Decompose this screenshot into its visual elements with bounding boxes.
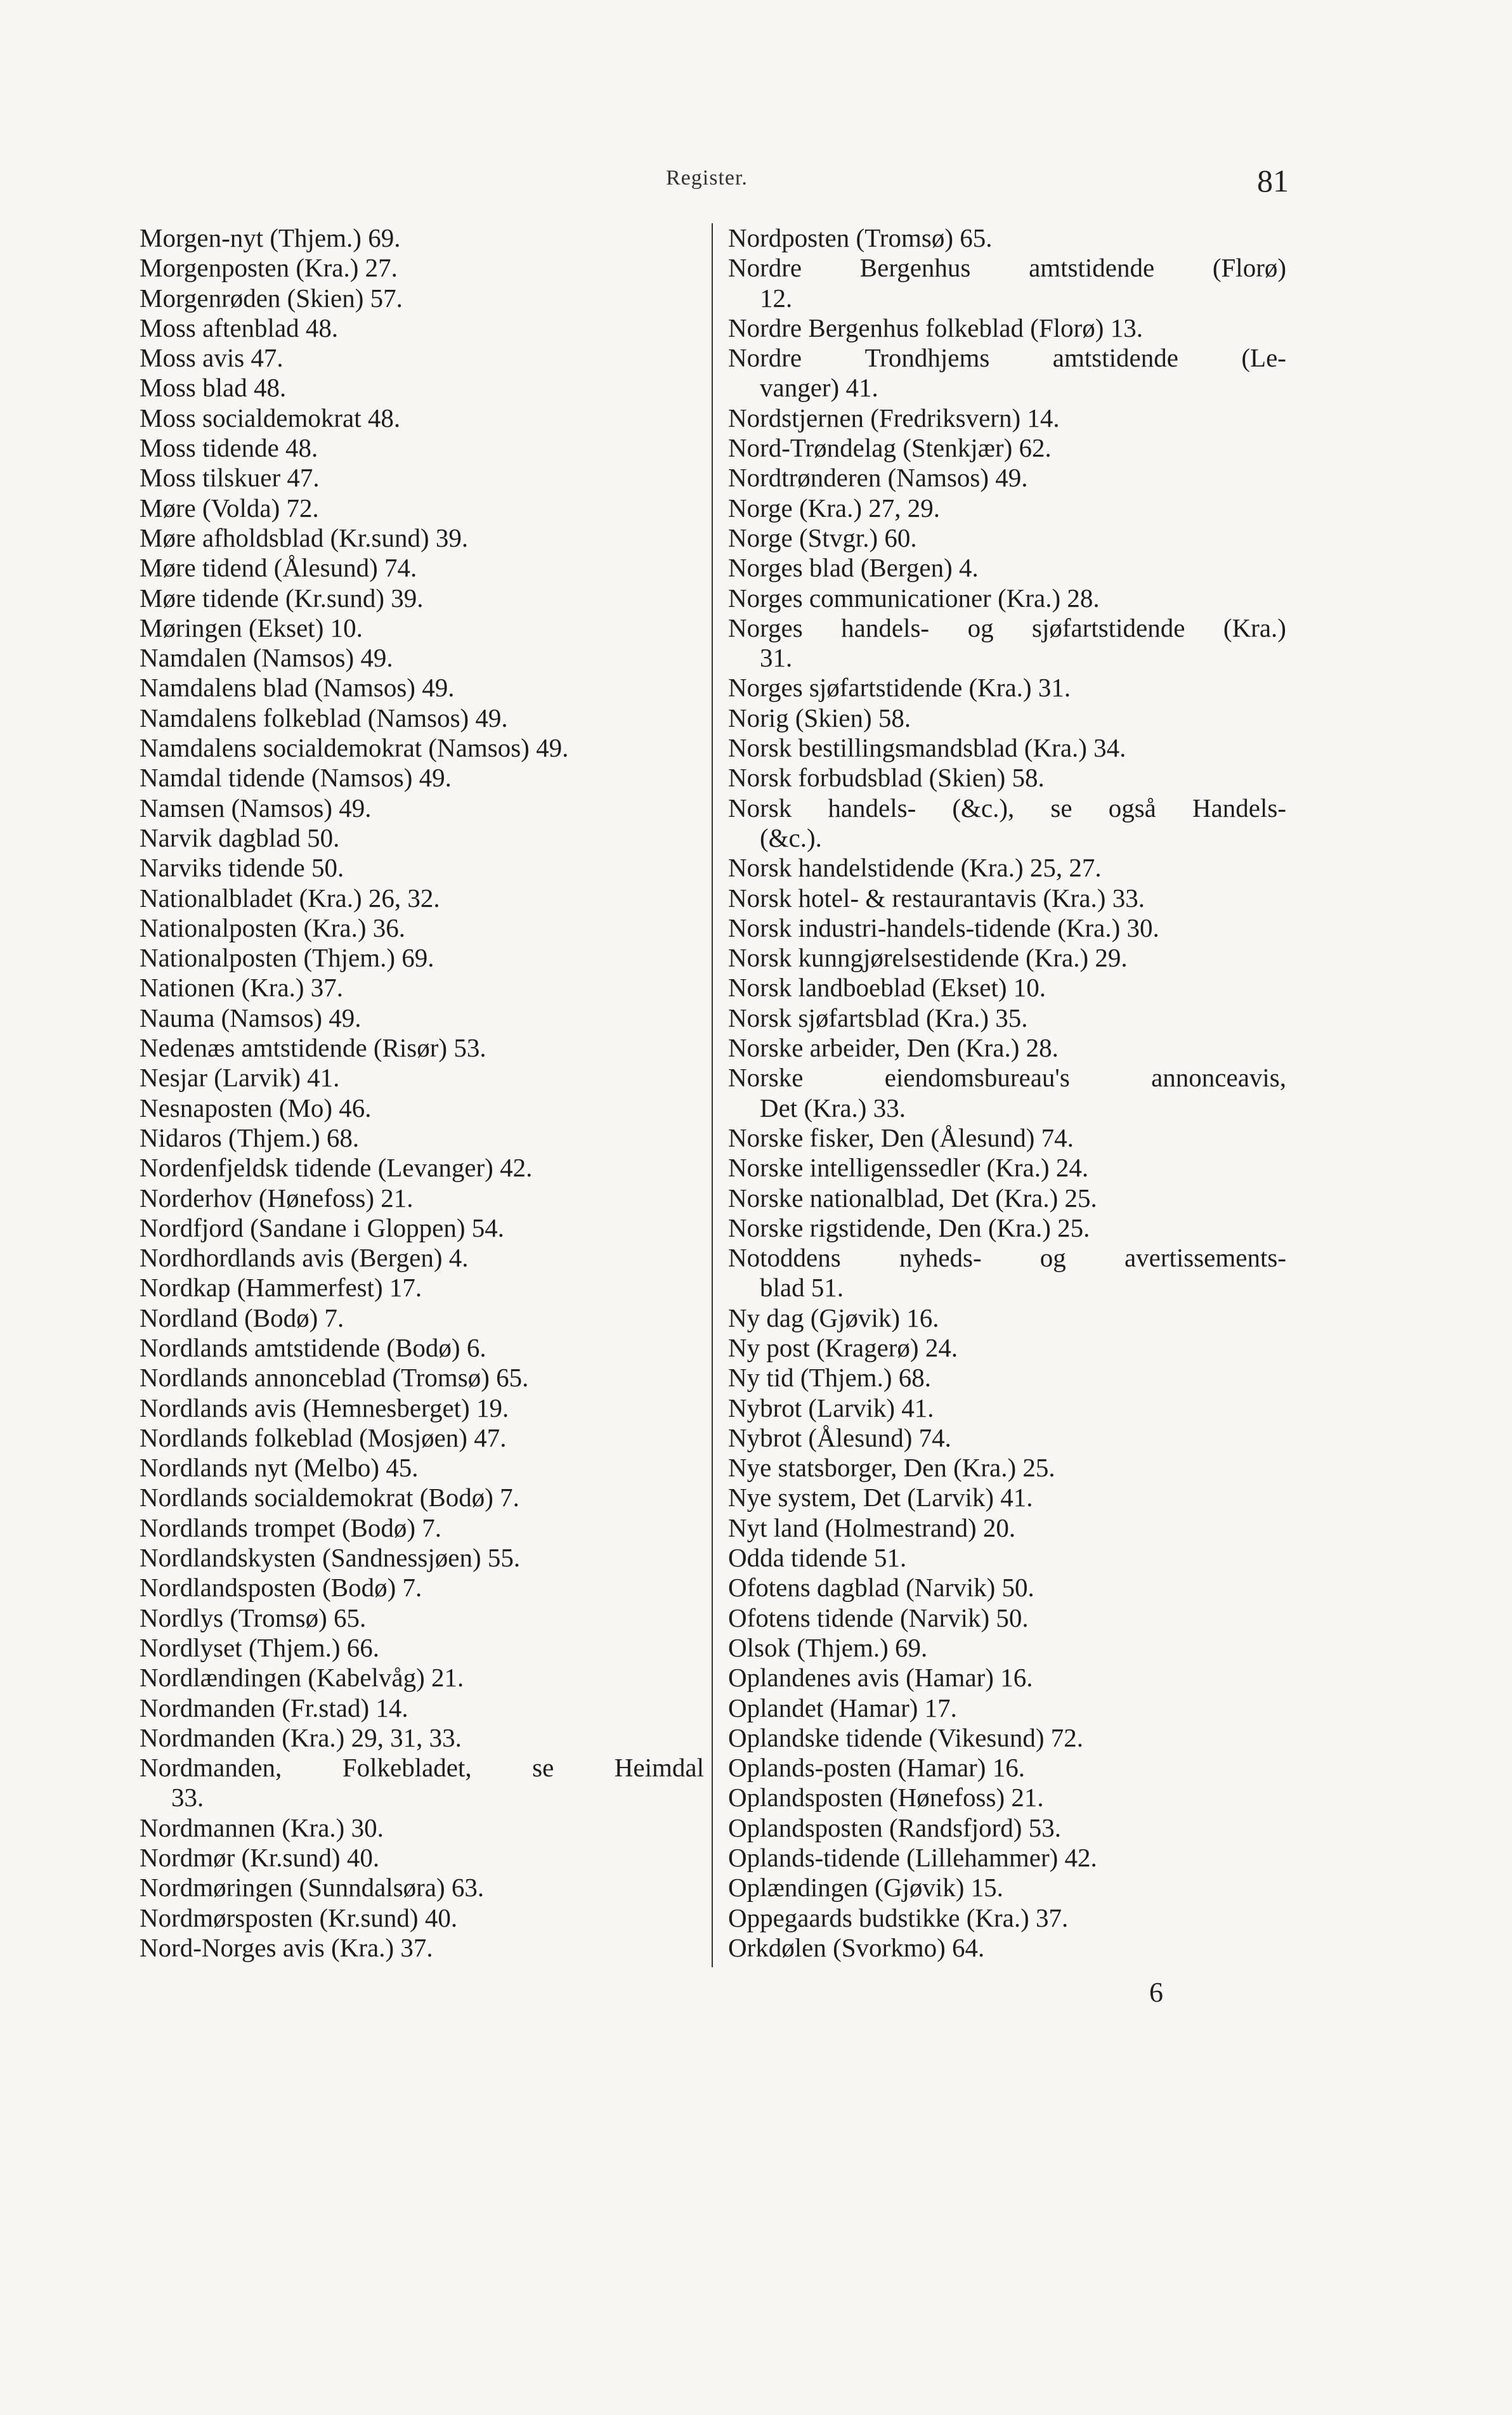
- index-entry: Norsk bestillingsmandsblad (Kra.) 34.: [728, 733, 1126, 763]
- index-entry: Notoddens nyheds- og avertissements-: [728, 1243, 1286, 1273]
- index-entry: Møre afholdsblad (Kr.sund) 39.: [140, 523, 469, 552]
- entry-continuation: (&c.).: [760, 823, 822, 852]
- index-entry: Moss tilskuer 47.: [140, 463, 320, 493]
- index-entry: Oplandske tidende (Vikesund) 72.: [728, 1722, 1084, 1752]
- index-entry: Moss avis 47.: [140, 343, 284, 373]
- index-entry: Nordmør (Kr.sund) 40.: [140, 1843, 380, 1873]
- index-entry: Narvik dagblad 50.: [140, 823, 340, 852]
- index-entry: Norsk hotel- & restaurantavis (Kra.) 33.: [728, 883, 1145, 913]
- index-entry: Oplandsposten (Randsfjord) 53.: [728, 1813, 1061, 1842]
- index-entry: Norges sjøfartstidende (Kra.) 31.: [728, 673, 1071, 703]
- index-entry: Morgenposten (Kra.) 27.: [140, 253, 398, 283]
- index-entry: Morgen-nyt (Thjem.) 69.: [140, 223, 401, 252]
- index-entry: Norges handels- og sjøfartstidende (Kra.): [728, 613, 1286, 642]
- index-entry: Norske fisker, Den (Ålesund) 74.: [728, 1123, 1074, 1152]
- index-entry: Norsk sjøfartsblad (Kra.) 35.: [728, 1003, 1028, 1032]
- index-entry: Nordkap (Hammerfest) 17.: [140, 1273, 422, 1303]
- index-entry: Nye system, Det (Larvik) 41.: [728, 1483, 1033, 1513]
- page-number: 81: [1257, 163, 1289, 199]
- index-entry: Norges blad (Bergen) 4.: [728, 553, 979, 583]
- index-entry: Nordhordlands avis (Bergen) 4.: [140, 1243, 469, 1273]
- index-entry: Nordenfjeldsk tidende (Levanger) 42.: [140, 1153, 533, 1183]
- index-entry: Oplandet (Hamar) 17.: [728, 1693, 957, 1722]
- index-entry: Norsk forbudsblad (Skien) 58.: [728, 763, 1045, 793]
- index-entry: Moss socialdemokrat 48.: [140, 403, 401, 433]
- index-entry: Nordmanden (Fr.stad) 14.: [140, 1693, 408, 1722]
- index-entry: Moss blad 48.: [140, 373, 287, 403]
- index-entry: Norsk industri-handels-tidende (Kra.) 30.: [728, 913, 1159, 942]
- index-entry: Nordtrønderen (Namsos) 49.: [728, 463, 1028, 493]
- index-entry: Nordmøringen (Sunndalsøra) 63.: [140, 1873, 485, 1903]
- index-entry: Nordlands annonceblad (Tromsø) 65.: [140, 1363, 529, 1393]
- index-entry: Nordlands amtstidende (Bodø) 6.: [140, 1332, 486, 1362]
- index-entry: Nidaros (Thjem.) 68.: [140, 1123, 360, 1152]
- index-entry: Olsok (Thjem.) 69.: [728, 1632, 928, 1662]
- index-entry: Norge (Kra.) 27, 29.: [728, 493, 940, 523]
- index-entry: Oplandenes avis (Hamar) 16.: [728, 1663, 1033, 1693]
- index-entry: Møre (Volda) 72.: [140, 493, 319, 523]
- index-entry: Nord-Trøndelag (Stenkjær) 62.: [728, 433, 1052, 463]
- column-divider: [712, 223, 713, 1967]
- entry-continuation: Det (Kra.) 33.: [760, 1093, 906, 1123]
- index-entry: Nesnaposten (Mo) 46.: [140, 1093, 372, 1123]
- index-entry: Nordlands socialdemokrat (Bodø) 7.: [140, 1483, 519, 1513]
- entry-continuation: 31.: [760, 643, 793, 673]
- index-entry: Nordlands nyt (Melbo) 45.: [140, 1453, 419, 1483]
- index-entry: Norske intelligenssedler (Kra.) 24.: [728, 1153, 1089, 1183]
- index-entry: Møre tidende (Kr.sund) 39.: [140, 583, 424, 613]
- index-entry: Morgenrøden (Skien) 57.: [140, 283, 403, 313]
- index-entry: Nybrot (Larvik) 41.: [728, 1393, 934, 1422]
- index-entry: Nordlands trompet (Bodø) 7.: [140, 1513, 441, 1542]
- index-entry: Nordlys (Tromsø) 65.: [140, 1603, 367, 1632]
- index-entry: Namsen (Namsos) 49.: [140, 793, 372, 823]
- index-entry: Nordlands folkeblad (Mosjøen) 47.: [140, 1422, 507, 1452]
- index-entry: Norske nationalblad, Det (Kra.) 25.: [728, 1183, 1097, 1213]
- index-entry: Nyt land (Holmestrand) 20.: [728, 1513, 1016, 1542]
- index-entry: Nordstjernen (Fredriksvern) 14.: [728, 403, 1060, 433]
- index-entry: Ny tid (Thjem.) 68.: [728, 1363, 931, 1393]
- index-entry: Nordlandskysten (Sandnessjøen) 55.: [140, 1543, 521, 1573]
- entry-continuation: 12.: [760, 283, 793, 313]
- index-entry: Nordmanden, Folkebladet, se Heimdal: [140, 1753, 704, 1783]
- index-entry: Nordmørsposten (Kr.sund) 40.: [140, 1903, 458, 1932]
- index-entry: Norske rigstidende, Den (Kra.) 25.: [728, 1213, 1090, 1242]
- index-entry: Nauma (Namsos) 49.: [140, 1003, 362, 1032]
- index-entry: Nord-Norges avis (Kra.) 37.: [140, 1932, 433, 1962]
- index-entry: Norsk handelstidende (Kra.) 25, 27.: [728, 853, 1102, 883]
- index-entry: Nordlyset (Thjem.) 66.: [140, 1632, 380, 1662]
- index-entry: Nationalposten (Kra.) 36.: [140, 913, 405, 942]
- left-column: [140, 223, 704, 1963]
- index-entry: Nybrot (Ålesund) 74.: [728, 1422, 951, 1452]
- index-entry: Norge (Stvgr.) 60.: [728, 523, 917, 552]
- index-entry: Namdalens folkeblad (Namsos) 49.: [140, 703, 508, 732]
- index-entry: Odda tidende 51.: [728, 1543, 907, 1573]
- index-entry: Nordlændingen (Kabelvåg) 21.: [140, 1663, 464, 1693]
- index-entry: Norderhov (Hønefoss) 21.: [140, 1183, 414, 1213]
- index-entry: Norsk handels- (&c.), se også Handels-: [728, 793, 1286, 823]
- index-entry: Ofotens tidende (Narvik) 50.: [728, 1603, 1029, 1632]
- index-entry: Moss tidende 48.: [140, 433, 318, 463]
- index-entry: Nordland (Bodø) 7.: [140, 1303, 344, 1332]
- index-entry: Nesjar (Larvik) 41.: [140, 1063, 340, 1093]
- index-entry: Moss aftenblad 48.: [140, 313, 339, 342]
- index-entry: Narviks tidende 50.: [140, 853, 344, 883]
- index-entry: Nordmannen (Kra.) 30.: [140, 1813, 384, 1842]
- index-entry: Møringen (Ekset) 10.: [140, 613, 363, 642]
- entry-continuation: blad 51.: [760, 1273, 844, 1303]
- index-entry: Nordlands avis (Hemnesberget) 19.: [140, 1393, 509, 1422]
- index-entry: Ofotens dagblad (Narvik) 50.: [728, 1573, 1034, 1603]
- index-entry: Nordre Bergenhus folkeblad (Florø) 13.: [728, 313, 1143, 342]
- index-entry: Nordposten (Tromsø) 65.: [728, 223, 993, 252]
- index-entry: Nationalbladet (Kra.) 26, 32.: [140, 883, 440, 913]
- running-header: Register.: [666, 166, 748, 190]
- index-entry: Oplandsposten (Hønefoss) 21.: [728, 1783, 1044, 1813]
- index-entry: Nye statsborger, Den (Kra.) 25.: [728, 1453, 1055, 1483]
- index-entry: Ny dag (Gjøvik) 16.: [728, 1303, 939, 1332]
- index-entry: Orkdølen (Svorkmo) 64.: [728, 1932, 985, 1962]
- index-entry: Norges communicationer (Kra.) 28.: [728, 583, 1100, 613]
- index-entry: Nordmanden (Kra.) 29, 31, 33.: [140, 1722, 462, 1752]
- index-entry: Møre tidend (Ålesund) 74.: [140, 553, 417, 583]
- index-entry: Oplands-posten (Hamar) 16.: [728, 1753, 1025, 1783]
- index-entry: Nordre Bergenhus amtstidende (Florø): [728, 253, 1286, 283]
- right-column: [728, 223, 1286, 1963]
- index-entry: Namdalen (Namsos) 49.: [140, 643, 393, 673]
- index-entry: Oplændingen (Gjøvik) 15.: [728, 1873, 1003, 1903]
- index-entry: Norske eiendomsbureau's annonceavis,: [728, 1063, 1286, 1093]
- index-entry: Oppegaards budstikke (Kra.) 37.: [728, 1903, 1069, 1932]
- index-entry: Nationen (Kra.) 37.: [140, 973, 344, 1003]
- index-entry: Nedenæs amtstidende (Risør) 53.: [140, 1033, 486, 1063]
- entry-continuation: 33.: [171, 1783, 204, 1813]
- index-entry: Norsk landboeblad (Ekset) 10.: [728, 973, 1046, 1003]
- entry-continuation: vanger) 41.: [760, 373, 878, 403]
- index-entry: Namdal tidende (Namsos) 49.: [140, 763, 452, 793]
- index-entry: Namdalens blad (Namsos) 49.: [140, 673, 455, 703]
- index-entry: Oplands-tidende (Lillehammer) 42.: [728, 1843, 1097, 1873]
- index-entry: Nordre Trondhjems amtstidende (Le-: [728, 343, 1286, 373]
- index-entry: Nationalposten (Thjem.) 69.: [140, 943, 434, 973]
- index-entry: Namdalens socialdemokrat (Namsos) 49.: [140, 733, 569, 763]
- index-entry: Ny post (Kragerø) 24.: [728, 1332, 958, 1362]
- index-entry: Norig (Skien) 58.: [728, 703, 911, 732]
- index-entry: Norsk kunngjørelsestidende (Kra.) 29.: [728, 943, 1128, 973]
- index-entry: Nordlandsposten (Bodø) 7.: [140, 1573, 422, 1603]
- signature-mark: 6: [1149, 1977, 1163, 2008]
- index-entry: Norske arbeider, Den (Kra.) 28.: [728, 1033, 1059, 1063]
- index-entry: Nordfjord (Sandane i Gloppen) 54.: [140, 1213, 505, 1242]
